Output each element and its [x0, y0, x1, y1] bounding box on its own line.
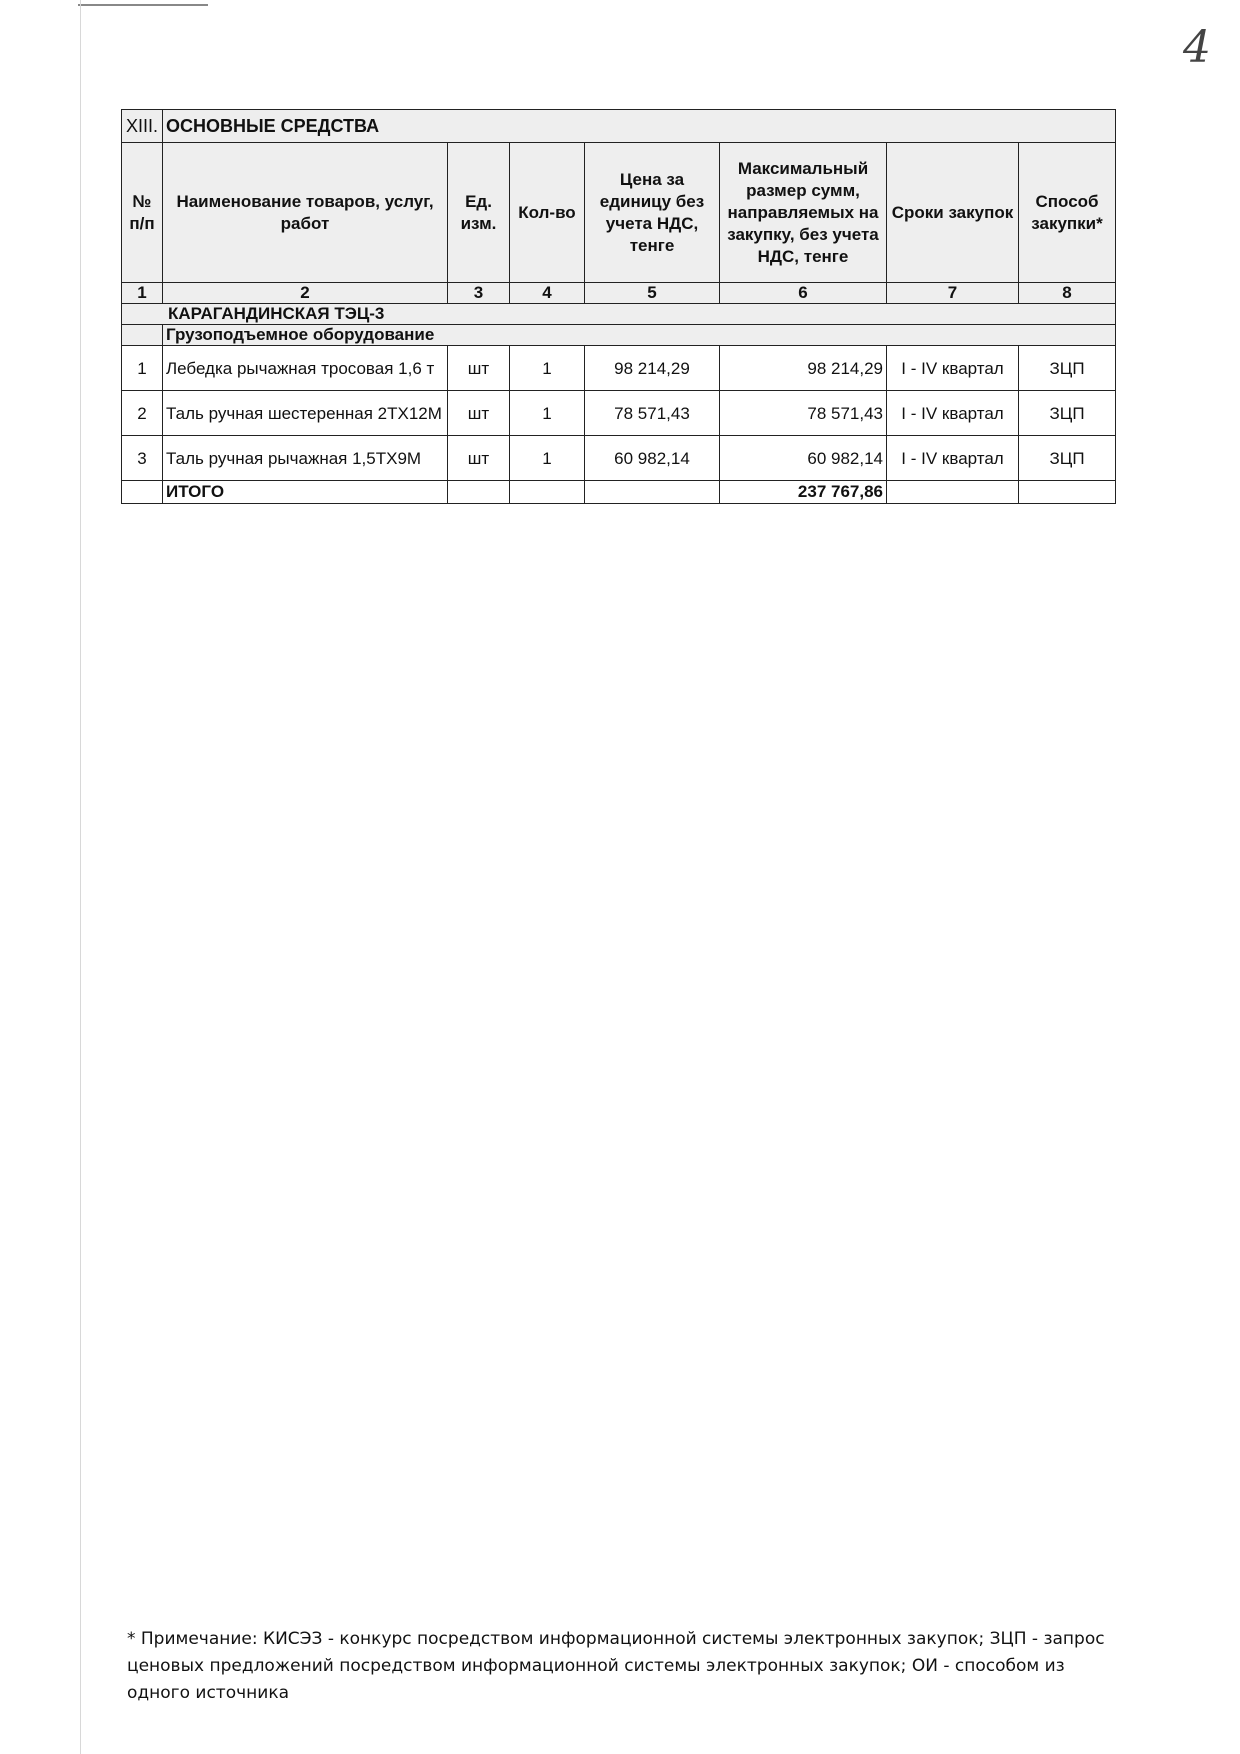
total-row — [122, 481, 1116, 504]
row-no: 2 — [122, 391, 163, 436]
row-no: 1 — [122, 346, 163, 391]
row-name: Таль ручная рычажная 1,5ТХ9М — [163, 436, 448, 481]
section-number: XIII. — [122, 110, 163, 143]
row-unit: шт — [448, 346, 510, 391]
header-qty: Кол-во — [510, 143, 585, 283]
row-period: I - IV квартал — [887, 436, 1019, 481]
row-qty: 1 — [510, 346, 585, 391]
column-index: 1 — [122, 283, 163, 304]
group-name: Грузоподъемное оборудование — [163, 325, 1116, 346]
header-method: Способ закупки* — [1019, 143, 1116, 283]
row-name: Таль ручная шестеренная 2ТХ12М — [163, 391, 448, 436]
row-unit: шт — [448, 436, 510, 481]
row-period: I - IV квартал — [887, 391, 1019, 436]
scan-fold-line — [80, 0, 81, 1754]
row-unit: шт — [448, 391, 510, 436]
row-price: 98 214,29 — [585, 346, 720, 391]
row-method: ЗЦП — [1019, 391, 1116, 436]
total-amount: 237 767,86 — [720, 481, 887, 504]
fixed-assets-table — [121, 109, 1116, 504]
row-method: ЗЦП — [1019, 436, 1116, 481]
row-method: ЗЦП — [1019, 346, 1116, 391]
scan-edge-line — [78, 4, 208, 6]
row-period: I - IV квартал — [887, 346, 1019, 391]
row-price: 78 571,43 — [585, 391, 720, 436]
total-empty-cell — [585, 481, 720, 504]
column-index-row — [122, 283, 1116, 304]
row-amount: 60 982,14 — [720, 436, 887, 481]
total-label: ИТОГО — [163, 481, 448, 504]
row-amount: 78 571,43 — [720, 391, 887, 436]
footnote: * Примечание: КИСЭЗ - конкурс посредством информационной системы электронных закупок; ЗЦП - запрос ценовых предложений посредством информационной системы электронных закупок; ОИ - способом из одного источника — [127, 1629, 1105, 1703]
row-no: 3 — [122, 436, 163, 481]
column-index: 5 — [585, 283, 720, 304]
group-spacer-cell — [122, 325, 163, 346]
row-qty: 1 — [510, 391, 585, 436]
column-index: 3 — [448, 283, 510, 304]
organization-row — [122, 304, 1116, 325]
section-title: ОСНОВНЫЕ СРЕДСТВА — [163, 110, 1116, 143]
header-name: Наименование товаров, услуг, работ — [163, 143, 448, 283]
header-amount: Максимальный размер сумм, направляемых на закупку, без учета НДС, тенге — [720, 143, 887, 283]
group-row — [122, 325, 1116, 346]
total-empty-cell — [1019, 481, 1116, 504]
total-empty-cell — [887, 481, 1019, 504]
total-empty-cell — [510, 481, 585, 504]
organization-name: КАРАГАНДИНСКАЯ ТЭЦ-3 — [122, 304, 1116, 325]
header-no: № п/п — [122, 143, 163, 283]
header-row — [122, 143, 1116, 283]
row-qty: 1 — [510, 436, 585, 481]
header-unit: Ед. изм. — [448, 143, 510, 283]
total-empty-cell — [122, 481, 163, 504]
column-index: 7 — [887, 283, 1019, 304]
total-empty-cell — [448, 481, 510, 504]
table-row — [122, 436, 1116, 481]
section-row — [122, 110, 1116, 143]
row-price: 60 982,14 — [585, 436, 720, 481]
table-row — [122, 391, 1116, 436]
column-index: 6 — [720, 283, 887, 304]
header-price: Цена за единицу без учета НДС, тенге — [585, 143, 720, 283]
row-amount: 98 214,29 — [720, 346, 887, 391]
table-row — [122, 346, 1116, 391]
column-index: 8 — [1019, 283, 1116, 304]
header-period: Сроки закупок — [887, 143, 1019, 283]
handwritten-page-number: 4 — [1183, 22, 1211, 73]
row-name: Лебедка рычажная тросовая 1,6 т — [163, 346, 448, 391]
column-index: 4 — [510, 283, 585, 304]
column-index: 2 — [163, 283, 448, 304]
